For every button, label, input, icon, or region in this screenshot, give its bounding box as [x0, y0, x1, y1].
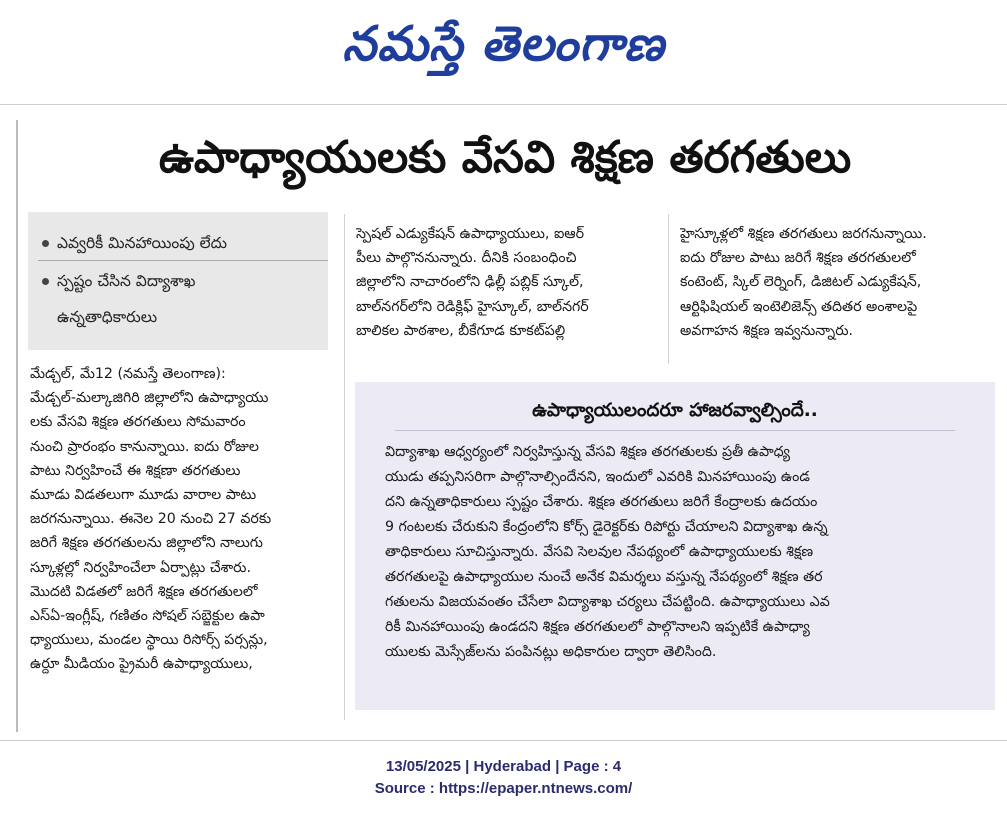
text-line: కంటెంట్‌, స్కిల్‌ లెర్నింగ్‌, డిజిటల్‌ ఎడ్యుకేషన్‌,	[680, 274, 922, 291]
highlight-item-cont: ఉన్నతాధికారులు	[57, 308, 158, 326]
column-rule	[668, 214, 669, 364]
text-line: అవగాహన శిక్షణ ఇవ్వనున్నారు.	[680, 322, 854, 339]
article-column-2	[356, 222, 666, 343]
text-line: మొదటి విడతలో జరిగే శిక్షణ తరగతులలో	[30, 583, 258, 600]
text-line: స్పెషల్‌ ఎడ్యుకేషన్‌ ఉపాధ్యాయులు, ఐఆర్‌	[356, 226, 585, 242]
text-line: పీలు పాల్గొననున్నారు. దీనికి సంబంధించి	[356, 250, 577, 267]
text-line: బాల్‌నగర్‌లోని రెడిక్లిఫ్‌ హైస్కూల్‌, బాల్‌నగర్‌	[356, 298, 589, 315]
text-line: నుంచి ప్రారంభం కానున్నాయి. ఐదు రోజుల	[30, 438, 259, 455]
text-line: మేడ్చల్‌-మల్కాజిగిరి జిల్లాలోని ఉపాధ్యాయు	[30, 390, 269, 407]
column-rule	[344, 214, 345, 720]
top-divider	[0, 104, 1007, 105]
footer	[0, 756, 1007, 800]
bullet-icon	[42, 278, 49, 285]
footer-date-line: 13/05/2025 | Hyderabad | Page : 4	[385, 758, 622, 775]
text-line: జిల్లాలోని నాచారంలోని ఢిల్లీ పబ్లిక్‌ స్కూల్‌,	[356, 274, 584, 291]
text-line: రికీ మినహాయింపు ఉండదని శిక్షణ తరగతులలో పాల్గొనాలని ఇప్పటికే ఉపాధ్యా	[385, 619, 810, 635]
text-line: స్కూళ్లల్లో నిర్వహించేలా ఏర్పాట్లు చేశారు.	[30, 559, 251, 576]
highlight-separator	[38, 260, 328, 261]
masthead-logo: నమస్తే తెలంగాణ	[342, 16, 665, 72]
text-line: మేడ్చల్‌, మే12 (నమస్తే తెలంగాణ):	[30, 366, 226, 382]
info-box-divider	[395, 430, 955, 431]
article-column-1	[30, 362, 340, 677]
text-line: విద్యాశాఖ ఆధ్వర్యంలో నిర్వహిస్తున్న వేసవి శిక్షణ తరగతులకు ప్రతీ ఉపాధ్య	[385, 444, 791, 460]
text-line: పాటు నిర్వహించే ఈ శిక్షణా తరగతులు	[30, 462, 241, 479]
text-line: ఉర్దూ మీడియం ప్రైమరీ ఉపాధ్యాయులు,	[30, 656, 253, 673]
article-column-3	[680, 222, 996, 343]
text-line: జరగనున్నాయి. ఈనెల 20 నుంచి 27 వరకు	[30, 511, 272, 528]
text-line: జరిగే శిక్షణ తరగతులను జిల్లాలోని నాలుగు	[30, 535, 263, 552]
text-line: దని ఉన్నతాధికారులు స్పష్టం చేశారు. శిక్షణ తరగతులు జరిగే కేంద్రాలకు ఉదయం	[385, 494, 818, 510]
text-line: ధ్యాయులు, మండల స్థాయి రిసోర్స్‌ పర్సన్లు,	[30, 632, 268, 649]
text-line: లకు వేసవి శిక్షణ తరగతులు సోమవారం	[30, 414, 246, 431]
text-line: 9 గంటలకు చేరుకుని కేంద్రంలోని కోర్స్‌ డైరెక్టర్‌కు రిపోర్టు చేయాలని విద్యాశాఖ ఉన్న	[385, 519, 828, 535]
text-line: యులకు మెస్సేజ్‌లను పంపినట్లు అధికారుల ద్వారా తెలిసింది.	[385, 644, 717, 660]
left-border	[16, 120, 18, 732]
masthead	[0, 0, 1007, 92]
info-box-title: ఉపాధ్యాయులందరూ హాజరవ్వాల్సిందే..	[532, 400, 818, 421]
text-line: ఎస్‌ఏ-ఇంగ్లీష్‌, గణితం సోషల్‌ సబ్జెక్టుల ఉపా	[30, 608, 265, 625]
info-box	[355, 382, 995, 710]
text-line: హైస్కూళ్లలో శిక్షణ తరగతులు జరగనున్నాయి.	[680, 226, 927, 242]
highlight-item: ఎవ్వరికీ మినహాయింపు లేదు	[42, 228, 227, 258]
text-line: మూడు విడతలుగా మూడు వారాల పాటు	[30, 487, 257, 504]
bottom-divider	[0, 740, 1007, 741]
bullet-icon	[42, 240, 49, 247]
highlight-item: స్పష్టం చేసిన విద్యాశాఖ	[42, 266, 195, 296]
text-line: యుడు తప్పనిసరిగా పాల్గొనాల్సిందేనని, ఇందులో ఎవరికి మినహాయింపు ఉండ	[385, 469, 810, 485]
text-line: ఆర్టిఫిషియల్‌ ఇంటెలిజెన్స్‌ తదితర అంశాలపై	[680, 298, 918, 315]
article-headline: ఉపాధ్యాయులకు వేసవి శిక్షణ తరగతులు	[158, 132, 852, 183]
text-line: గతులను విజయవంతం చేసేలా విద్యాశాఖ చర్యలు చేపట్టింది. ఉపాధ్యాయులు ఎవ	[385, 594, 830, 610]
text-line: బాలికల పాఠశాల, బీకేగూడ కూకట్‌పల్లి	[356, 322, 566, 339]
text-line: తాధికారులు సూచిస్తున్నారు. వేసవి సెలవుల నేపథ్యంలో ఉపాధ్యాయులకు శిక్షణ	[385, 544, 814, 560]
footer-source-link[interactable]: Source : https://epaper.ntnews.com/	[374, 780, 633, 797]
highlights-box	[28, 212, 328, 350]
info-box-body	[385, 440, 981, 665]
text-line: తరగతులపై ఉపాధ్యాయుల నుంచే అనేక విమర్శలు వస్తున్న నేపథ్యంలో శిక్షణ తర	[385, 569, 823, 585]
text-line: ఐదు రోజుల పాటు జరిగే శిక్షణ తరగతులలో	[680, 250, 916, 267]
